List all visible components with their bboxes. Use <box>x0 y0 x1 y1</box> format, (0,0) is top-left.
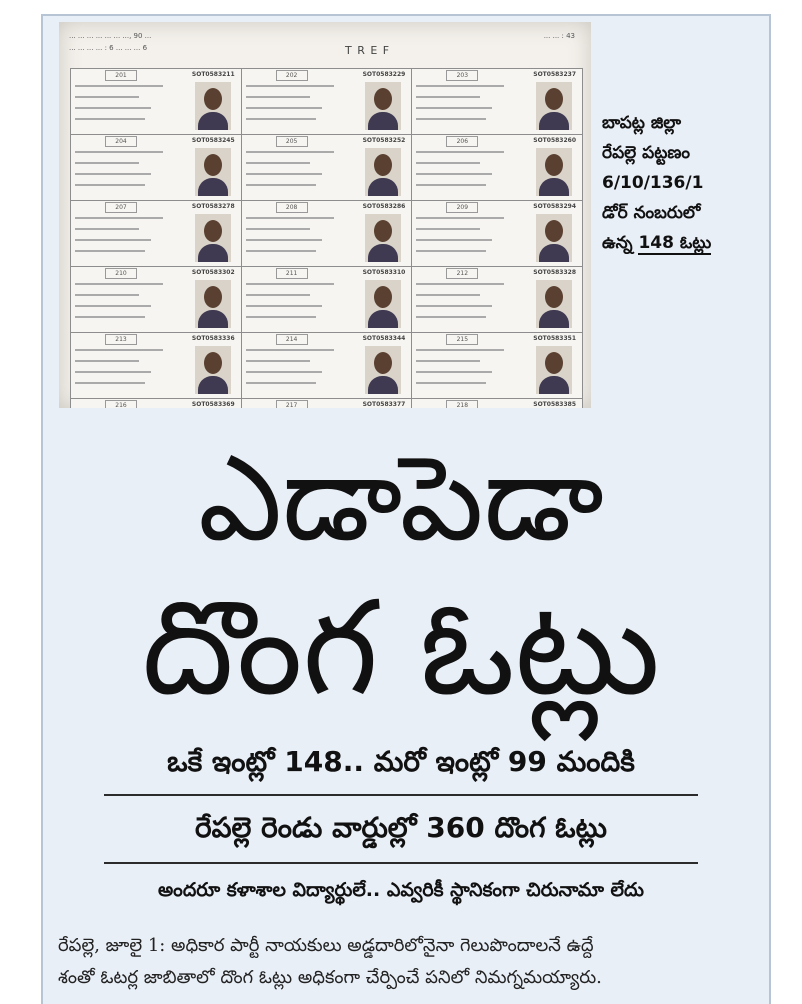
voter-photo <box>195 148 231 196</box>
voter-photo <box>365 148 401 196</box>
voter-photo <box>536 280 572 328</box>
voter-card-text-lines <box>75 151 175 195</box>
voter-photo <box>365 346 401 394</box>
voter-card-grid <box>71 68 583 408</box>
voter-card <box>411 332 583 399</box>
voter-card-id: SOT0583369 <box>191 401 235 408</box>
voter-card-id: SOT0583252 <box>362 137 406 144</box>
voter-card-id: SOT0583302 <box>191 269 235 276</box>
voter-card <box>70 134 242 201</box>
voter-card <box>411 68 583 135</box>
voter-card-text-lines <box>416 85 516 129</box>
voter-card-serial: 214 <box>276 334 308 345</box>
voter-card-serial: 216 <box>105 400 137 408</box>
voter-card-id: SOT0583286 <box>362 203 406 210</box>
voter-photo <box>195 280 231 328</box>
voter-card <box>70 332 242 399</box>
voter-card-serial: 218 <box>446 400 478 408</box>
side-caption-line5-underlined: 148 ఓట్లు <box>638 233 712 253</box>
voter-photo <box>536 82 572 130</box>
voter-card-serial: 207 <box>105 202 137 213</box>
voter-card-id: SOT0583328 <box>533 269 576 276</box>
voter-photo <box>536 148 572 196</box>
voter-card <box>241 200 413 267</box>
voter-list-header-line1: ... ... ... ... ... ... ..., 90 ... <box>69 32 152 40</box>
voter-card-text-lines <box>416 349 516 393</box>
voter-card-serial: 204 <box>105 136 137 147</box>
voter-card-id: SOT0583351 <box>533 335 576 342</box>
voter-card-text-lines <box>75 349 175 393</box>
side-caption-line2: రేపల్లె పట్టణం <box>602 143 691 163</box>
voter-card-serial: 213 <box>105 334 137 345</box>
voter-card-serial: 205 <box>276 136 308 147</box>
voter-card <box>241 134 413 201</box>
voter-card <box>411 266 583 333</box>
voter-photo <box>536 346 572 394</box>
voter-photo <box>365 280 401 328</box>
voter-card-id: SOT0583344 <box>362 335 406 342</box>
voter-card-id: SOT0583336 <box>191 335 235 342</box>
voter-card <box>241 68 413 135</box>
voter-list-header-left <box>69 30 329 54</box>
voter-card-serial: 203 <box>446 70 478 81</box>
subheadline-1: ఒకే ఇంట్లో 148.. మరో ఇంట్లో 99 మందికి <box>167 745 635 778</box>
voter-card <box>70 266 242 333</box>
voter-card-text-lines <box>416 217 516 261</box>
voter-card-serial: 209 <box>446 202 478 213</box>
voter-card-id: SOT0583211 <box>191 71 235 78</box>
voter-photo <box>536 214 572 262</box>
side-caption-line4: డోర్ నంబరులో <box>602 203 701 223</box>
voter-card <box>241 266 413 333</box>
voter-card-text-lines <box>246 151 346 195</box>
voter-list-page-number: ... ... : 43 <box>543 32 575 40</box>
voter-photo <box>195 346 231 394</box>
voter-list-header <box>65 26 585 62</box>
voter-card-id: SOT0583294 <box>533 203 576 210</box>
voter-photo <box>195 82 231 130</box>
voter-card <box>70 398 242 408</box>
article-body <box>58 930 748 994</box>
voter-photo <box>365 82 401 130</box>
headline-line1: ఎడాపెడా <box>198 429 604 567</box>
subheadline-3: అందరూ కళాశాల విద్యార్థులే.. ఎవ్వరికీ స్థానికంగా చిరునామా లేదు <box>157 879 644 901</box>
article-body-line1: రేపల్లె, జూలై 1: అధికార పార్టీ నాయకులు అడ్డదారిలోనైనా గెలుపొందాలనే ఉద్దే <box>58 935 594 956</box>
divider-rule-1 <box>104 794 698 796</box>
subheadline-2: రేపల్లె రెండు వార్డుల్లో 360 దొంగ ఓట్లు <box>195 811 607 844</box>
voter-card-serial: 212 <box>446 268 478 279</box>
voter-card-id: SOT0583278 <box>191 203 235 210</box>
side-caption-line5 <box>602 228 762 258</box>
voter-card-serial: 202 <box>276 70 308 81</box>
article-body-line2: శంతో ఓటర్ల జాబితాలో దొంగ ఓట్లు అధికంగా చేర్పించే పనిలో నిమగ్నమయ్యారు. <box>58 967 602 988</box>
voter-card <box>411 200 583 267</box>
headline-line2: దొంగ ఓట్లు <box>141 572 661 724</box>
voter-card <box>411 398 583 408</box>
voter-card-text-lines <box>246 85 346 129</box>
voter-card <box>241 332 413 399</box>
voter-card-serial: 208 <box>276 202 308 213</box>
voter-card-text-lines <box>416 151 516 195</box>
voter-card-serial: 217 <box>276 400 308 408</box>
voter-card-serial: 201 <box>105 70 137 81</box>
voter-card <box>241 398 413 408</box>
voter-card-id: SOT0583310 <box>362 269 406 276</box>
voter-list-photo <box>59 22 591 408</box>
voter-card-text-lines <box>246 283 346 327</box>
voter-card-serial: 210 <box>105 268 137 279</box>
voter-card-text-lines <box>416 283 516 327</box>
voter-list-header-line2: ... ... ... ... : 6 ... ... ... 6 <box>69 44 148 52</box>
voter-card-serial: 206 <box>446 136 478 147</box>
voter-card <box>70 68 242 135</box>
side-caption-line1: బాపట్ల జిల్లా <box>602 113 682 133</box>
voter-card-text-lines <box>246 349 346 393</box>
voter-card-id: SOT0583245 <box>191 137 235 144</box>
voter-card <box>411 134 583 201</box>
voter-card-id: SOT0583237 <box>533 71 576 78</box>
side-caption-line5-prefix: ఉన్న <box>602 233 639 253</box>
voter-card-id: SOT0583385 <box>533 401 576 408</box>
voter-photo <box>195 214 231 262</box>
voter-card-id: SOT0583377 <box>362 401 406 408</box>
voter-card-serial: 215 <box>446 334 478 345</box>
voter-card-id: SOT0583229 <box>362 71 406 78</box>
side-caption <box>602 108 762 258</box>
voter-card-text-lines <box>75 85 175 129</box>
voter-card-text-lines <box>75 217 175 261</box>
voter-photo <box>365 214 401 262</box>
voter-card-text-lines <box>246 217 346 261</box>
voter-card-text-lines <box>75 283 175 327</box>
voter-card-id: SOT0583260 <box>533 137 576 144</box>
voter-card <box>70 200 242 267</box>
side-caption-line3: 6/10/136/1 <box>602 173 704 193</box>
voter-card-serial: 211 <box>276 268 308 279</box>
voter-list-handwritten-note: T R E F <box>345 44 391 57</box>
divider-rule-2 <box>104 862 698 864</box>
